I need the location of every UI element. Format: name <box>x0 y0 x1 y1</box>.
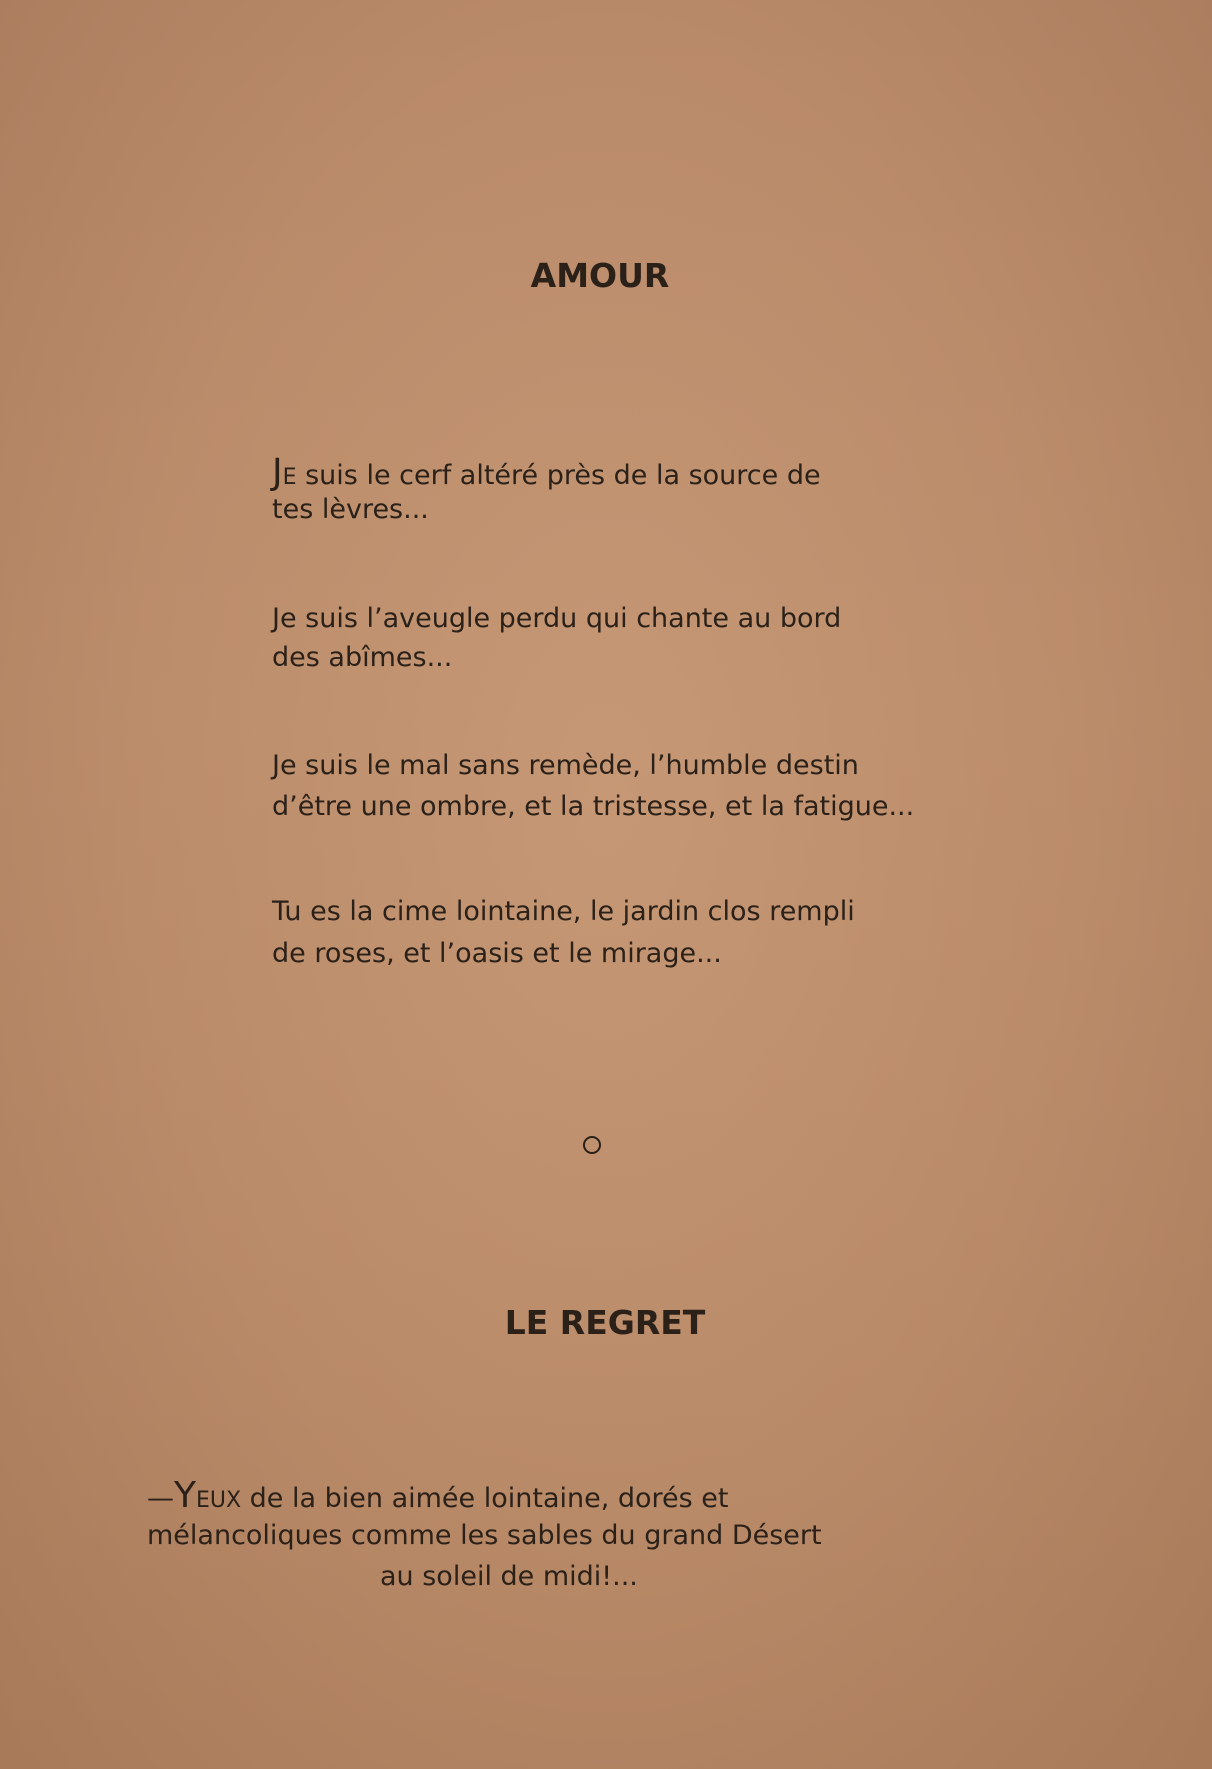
stanza-3-line-1: Je suis le mal sans remède, l’humble destin <box>272 750 859 781</box>
line-text: suis le cerf altéré près de la source de <box>296 460 821 491</box>
stanza-3-line-2: d’être une ombre, et la tristesse, et la fatigue... <box>272 791 915 822</box>
stanza-2-line-1: Je suis l’aveugle perdu qui chante au bord <box>272 603 842 634</box>
regret-line-1 <box>147 1475 729 1516</box>
section-divider-circle <box>583 1136 601 1154</box>
stanza-1-line-1 <box>272 452 821 493</box>
small-caps-initial: EUX <box>196 1488 242 1513</box>
em-dash: — <box>147 1483 174 1514</box>
drop-initial: Y <box>174 1475 196 1516</box>
stanza-4-line-1: Tu es la cime lointaine, le jardin clos rempli <box>272 896 855 927</box>
stanza-4-line-2: de roses, et l’oasis et le mirage... <box>272 938 722 969</box>
stanza-2-line-2: des abîmes... <box>272 642 453 673</box>
drop-initial: J <box>272 452 283 493</box>
regret-line-2: mélancoliques comme les sables du grand Désert <box>147 1520 822 1551</box>
poem-title-le-regret: LE REGRET <box>504 1303 706 1342</box>
line-text: de la bien aimée lointaine, dorés et <box>241 1483 729 1514</box>
small-caps-initial: E <box>282 465 297 490</box>
poem-title-amour: AMOUR <box>530 256 670 295</box>
stanza-1-line-2: tes lèvres... <box>272 494 429 525</box>
regret-line-3: au soleil de midi!... <box>380 1561 638 1592</box>
